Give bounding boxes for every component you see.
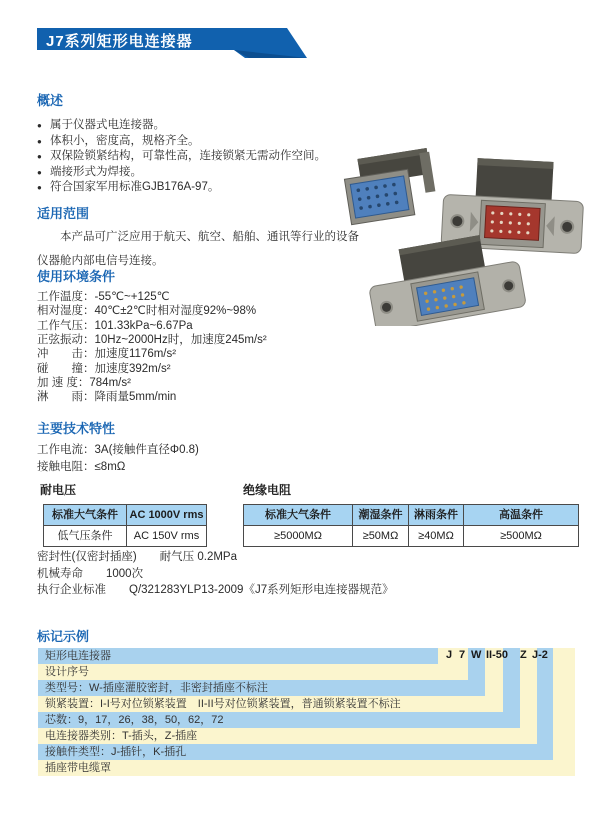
tech-spec-line: 接触电阻：≤8mΩ xyxy=(37,460,126,473)
marking-column xyxy=(553,648,575,760)
marking-heading: 标记示例 xyxy=(37,629,90,644)
marking-row: 设计序号 xyxy=(38,664,468,680)
table-cell: ≥50MΩ xyxy=(353,526,409,546)
env-spec-line: 正弦振动：10Hz~2000Hz时，加速度245m/s² xyxy=(37,334,267,347)
overview-bullet-list xyxy=(37,118,349,196)
environment-heading: 使用环境条件 xyxy=(37,269,116,284)
marking-column xyxy=(537,648,553,744)
scope-heading: 适用范围 xyxy=(37,206,90,221)
marking-code-part: 7 xyxy=(459,649,466,661)
product-photos xyxy=(333,140,591,326)
marking-code-part: W xyxy=(471,649,482,661)
insulation-resistance-block xyxy=(243,481,579,547)
overview-heading: 概述 xyxy=(37,93,64,108)
section-environment xyxy=(37,266,367,405)
extra-spec-line: 密封性(仅密封插座) 耐气压 0.2MPa xyxy=(37,551,237,563)
marking-diagram xyxy=(38,648,575,776)
marking-row: 矩形电连接器 xyxy=(38,648,438,664)
env-spec-line: 碰 撞：加速度392m/s² xyxy=(37,362,171,375)
table-cell: ≥40MΩ xyxy=(409,526,464,546)
insulation-resistance-table xyxy=(243,504,579,547)
table-header-cell: 淋雨条件 xyxy=(409,505,464,526)
extra-spec-line: 机械寿命 1000次 xyxy=(37,567,144,580)
page-title: J7系列矩形电连接器 xyxy=(46,33,193,50)
marking-code-part: J xyxy=(446,649,453,661)
marking-row: 电连接器类别：T-插头，Z-插座 xyxy=(38,728,537,744)
overview-bullet: ● 符合国家军用标准GJB176A-97。 xyxy=(37,180,349,196)
table-cell: 标准大气条件 xyxy=(44,505,127,526)
section-scope xyxy=(37,203,359,269)
table-header-cell: 潮湿条件 xyxy=(353,505,409,526)
overview-bullet: ● 端接形式为焊接。 xyxy=(37,165,349,181)
env-spec-line: 冲 击：加速度1176m/s² xyxy=(37,348,177,361)
page-banner xyxy=(37,28,309,61)
overview-bullet: ● 体积小，密度高，规格齐全。 xyxy=(37,134,349,150)
overview-bullet: ● 双保险锁紧结构，可靠性高，连接锁紧无需动作空间。 xyxy=(37,149,349,165)
table-header-cell: 标准大气条件 xyxy=(244,505,353,526)
withstand-voltage-table xyxy=(43,504,207,547)
marking-row: 锁紧装置：I-I号对位锁紧装置 II-II号对位锁紧装置，普通锁紧装置不标注 xyxy=(38,696,503,712)
section-overview xyxy=(37,90,349,196)
env-spec-line: 相对湿度：40℃±2℃时相对湿度92%~98% xyxy=(37,305,257,318)
extra-spec-line: 执行企业标准 Q/321283YLP13-2009《J7系列矩形电连接器规范》 xyxy=(37,584,394,596)
marking-row: 接触件类型：J-插针，K-插孔 xyxy=(38,744,553,760)
env-spec-line: 淋 雨：降雨量5mm/min xyxy=(37,391,177,404)
table-cell: AC 1000V rms xyxy=(127,505,206,526)
table-cell: AC 150V rms xyxy=(133,530,200,542)
tech-spec-line: 工作电流：3A(接触件直径Φ0.8) xyxy=(37,444,199,456)
section-tech xyxy=(37,418,367,475)
env-spec-line: 工作温度：-55℃~+125℃ xyxy=(37,291,170,303)
marking-code-part: Z xyxy=(520,649,527,661)
overview-bullet: ● 属于仪器式电连接器。 xyxy=(37,118,349,134)
withstand-voltage-block xyxy=(40,481,207,547)
marking-heading-wrap xyxy=(37,626,89,645)
table-cell: ≥5000MΩ xyxy=(244,526,353,546)
marking-row: 芯数：9，17，26，38，50，62，72 xyxy=(38,712,520,728)
marking-row: 插座带电缆罩 xyxy=(38,760,575,776)
withstand-voltage-title: 耐电压 xyxy=(40,483,77,497)
table-cell: 低气压条件 xyxy=(44,526,127,546)
marking-code-part: II-50 xyxy=(486,649,509,661)
env-spec-line: 工作气压：101.33kPa~6.67Pa xyxy=(37,319,193,332)
extra-specs xyxy=(37,549,577,599)
marking-row: 类型号：W-插座灌胶密封，非密封插座不标注 xyxy=(38,680,485,696)
marking-code-part: J-2 xyxy=(532,649,548,661)
table-cell: ≥500MΩ xyxy=(500,530,542,542)
spec-tables xyxy=(40,481,585,547)
table-header-cell: 高温条件 xyxy=(464,505,578,526)
insulation-resistance-title: 绝缘电阻 xyxy=(243,483,292,497)
tech-heading: 主要技术特性 xyxy=(37,421,116,436)
env-spec-line: 加 速 度：784m/s² xyxy=(37,377,131,390)
scope-text-line2: 仪器舱内部电信号连接。 xyxy=(37,254,164,267)
scope-text-line1: 本产品可广泛应用于航天、航空、船舶、通讯等行业的设备 xyxy=(60,231,359,243)
